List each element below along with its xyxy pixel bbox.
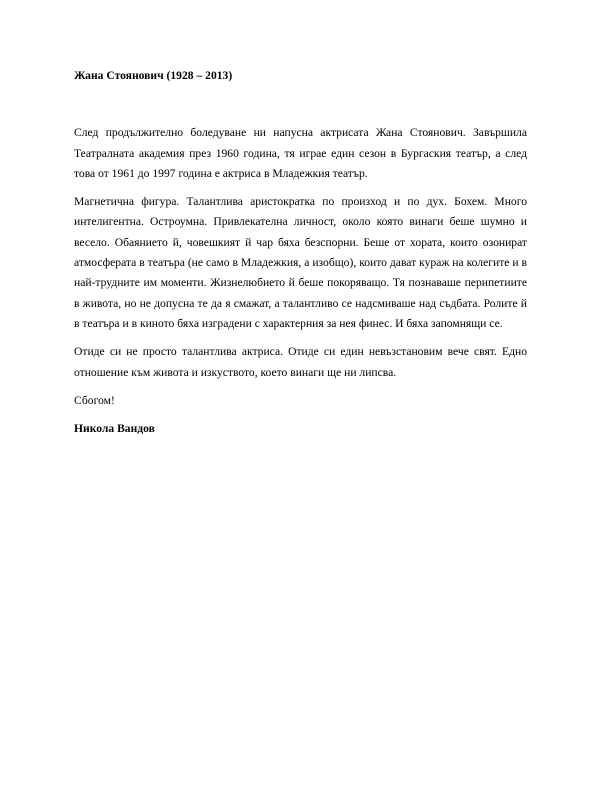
document-title: Жана Стоянович (1928 – 2013) <box>74 69 233 82</box>
paragraph-character: Магнетична фигура. Талантлива аристократка по произход и по дух. Бохем. Много интелигентна. Остроумна. Привлекателна личност, около която винаги беше шумно и весело. Обаянието й, човешкият й чар бяха безспорни. Беше от хората, които озонират атмосферата в театъра (не само в Младежкия, а изобщо), които дават кураж на колегите и в най-трудните им моменти. Жизнелюбието й беше покоряващо. Тя познаваше перипетиите в живота, но не допусна те да я смажат, а талантливо се надсмиваше над съдбата. Ролите й в театъра и в киното бяха изградени с характерния за нея финес. И бяха запомнящи се. <box>74 195 527 330</box>
document-body <box>74 66 527 439</box>
author-signature: Никола Вандов <box>74 422 155 436</box>
paragraph-biography: След продължително боледуване ни напусна актрисата Жана Стоянович. Завършила Театралната академия през 1960 година, тя играе един сезон в Бургаския театър, а след това от 1961 до 1997 година е актриса в Младежкия театър. <box>74 126 527 180</box>
paragraph-farewell: Отиде си не просто талантлива актриса. Отиде си един невъзстановим вече свят. Едно отношение към живота и изкуството, което винаги ще ни липсва. <box>74 345 527 379</box>
paragraph-goodbye: Сбогом! <box>74 393 115 407</box>
